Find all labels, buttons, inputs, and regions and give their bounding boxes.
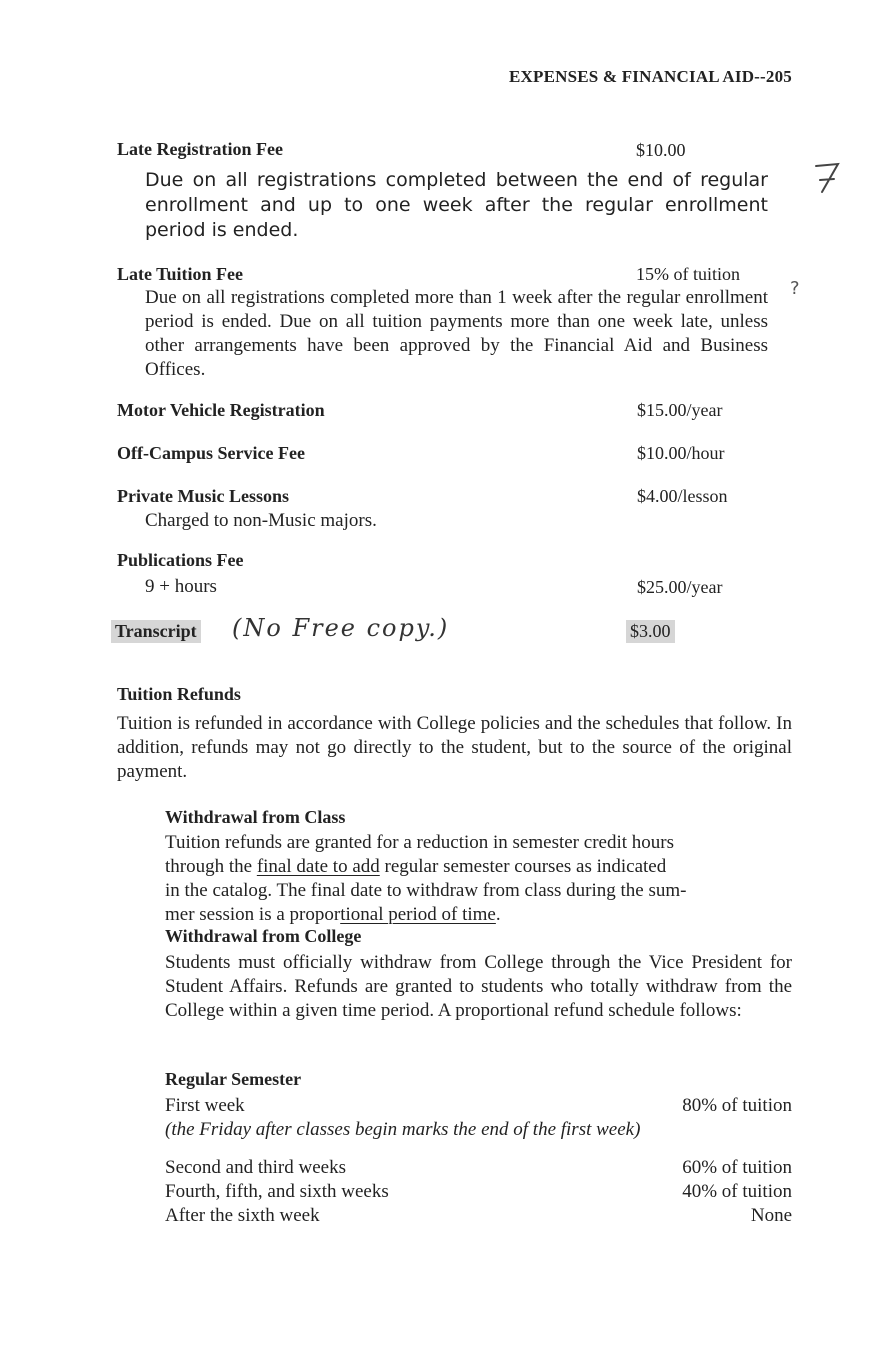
late-tuition-desc: Due on all registrations completed more than 1 week after the regular enrollment period is ended. Due on all tuition payments more than one week late, unless other arrangements have been approved by the Financial Aid and Business Offices. bbox=[145, 287, 768, 380]
late-tuition-amount: 15% of tuition bbox=[636, 264, 740, 284]
transcript-handwritten-note: (No Free copy.) bbox=[232, 614, 450, 642]
motor-vehicle-amount: $15.00/year bbox=[637, 400, 723, 420]
late-registration-amount: $10.00 bbox=[636, 140, 686, 160]
schedule-row-value: 60% of tuition bbox=[682, 1157, 792, 1178]
late-registration-desc: Due on all registrations completed between the end of regular enrollment and up to one week after the regular enrollment period is ended. bbox=[145, 169, 768, 241]
music-lessons-amount: $4.00/lesson bbox=[637, 486, 728, 506]
music-lessons-title: Private Music Lessons bbox=[117, 486, 289, 506]
offcampus-amount: $10.00/hour bbox=[637, 443, 725, 463]
withdraw-class-desc: Tuition refunds are granted for a reduction in semester credit hours through the final date to add regular semester courses as indicated in the catalog. The final date to withdraw from class during the sum- mer session is a proportional period of time. bbox=[165, 832, 687, 925]
schedule-row-value: 80% of tuition bbox=[682, 1095, 792, 1116]
withdraw-college-title: Withdrawal from College bbox=[165, 926, 362, 946]
publications-sub: 9 + hours bbox=[145, 576, 217, 597]
schedule-row-value: None bbox=[750, 1205, 792, 1226]
regular-semester-title: Regular Semester bbox=[165, 1069, 302, 1089]
transcript-amount: $3.00 bbox=[626, 620, 675, 643]
handwritten-seven-mark bbox=[808, 158, 848, 218]
late-registration-title: Late Registration Fee bbox=[117, 139, 283, 159]
schedule-row-label: Second and third weeks bbox=[165, 1157, 346, 1178]
music-lessons-note: Charged to non-Music majors. bbox=[145, 510, 377, 531]
publications-amount: $25.00/year bbox=[637, 577, 723, 597]
withdraw-class-title: Withdrawal from Class bbox=[165, 807, 346, 827]
page-header: EXPENSES & FINANCIAL AID--205 bbox=[508, 67, 792, 86]
offcampus-title: Off-Campus Service Fee bbox=[117, 443, 305, 463]
schedule-row-label: First week bbox=[165, 1095, 245, 1116]
late-tuition-title: Late Tuition Fee bbox=[117, 264, 244, 284]
handwritten-question-mark: ? bbox=[790, 278, 800, 299]
schedule-row-label: Fourth, fifth, and sixth weeks bbox=[165, 1181, 389, 1202]
schedule-row-label: After the sixth week bbox=[165, 1205, 320, 1226]
tuition-refunds-title: Tuition Refunds bbox=[117, 684, 241, 704]
withdraw-college-desc: Students must officially withdraw from College through the Vice President for Student Affairs. Refunds are granted to students who totally withdraw from the College within a given time period. A proportional refund schedule follows: bbox=[165, 952, 792, 1021]
tuition-refunds-desc: Tuition is refunded in accordance with College policies and the schedules that follow. In addition, refunds may not go directly to the student, but to the source of the original payment. bbox=[117, 713, 792, 782]
publications-title: Publications Fee bbox=[117, 550, 244, 570]
transcript-title: Transcript bbox=[111, 620, 201, 643]
regular-semester-note: (the Friday after classes begin marks the end of the first week) bbox=[165, 1119, 641, 1140]
schedule-row-value: 40% of tuition bbox=[682, 1181, 792, 1202]
motor-vehicle-title: Motor Vehicle Registration bbox=[117, 400, 325, 420]
